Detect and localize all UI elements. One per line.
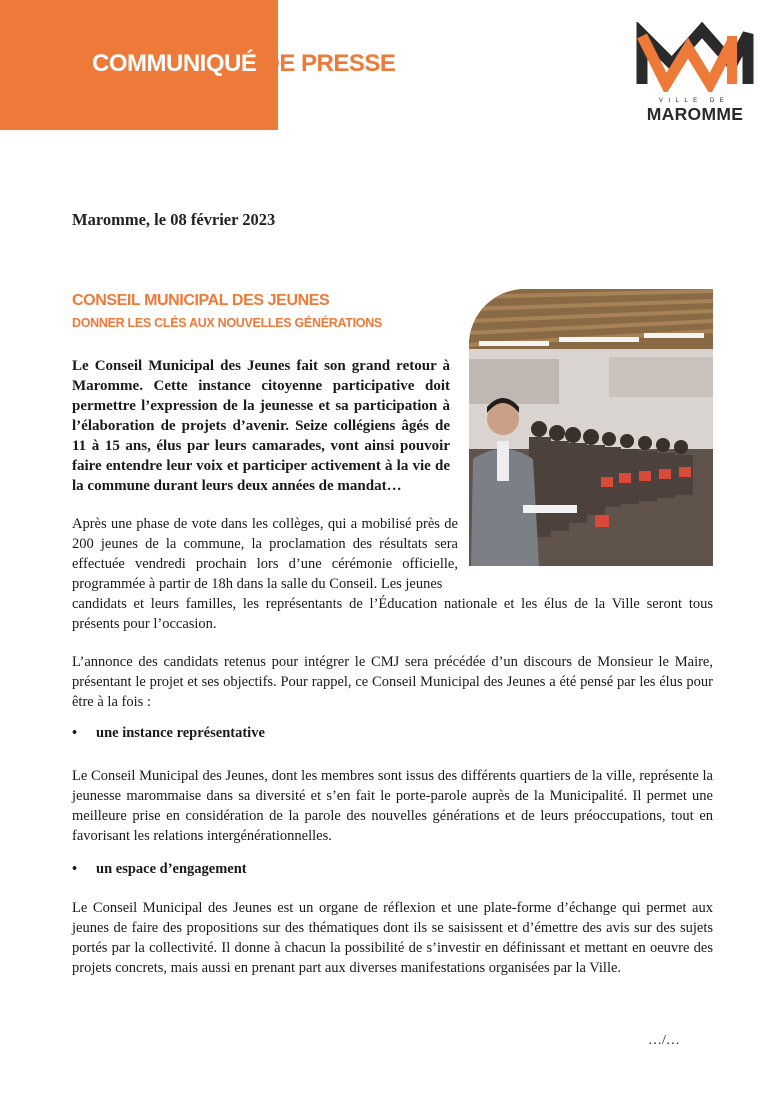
bullet-dot: • bbox=[72, 861, 78, 877]
logo-ville-label: VILLE DE bbox=[658, 98, 730, 104]
bullet-dot: • bbox=[72, 725, 78, 741]
article-heading: CONSEIL MUNICIPAL DES JEUNES bbox=[72, 292, 330, 309]
paragraph-1-full-part: candidats et leurs familles, les représentants de l’Éducation nationale et les élus de la Ville seront tous présents pour l’occasion. bbox=[72, 596, 713, 632]
paragraph-2: L’annonce des candidats retenus pour intégrer le CMJ sera précédée d’un discours de Monsieur le Maire, présentant le projet et ses objectifs. Pour rappel, ce Conseil Municipal des Jeunes a été pensé par les élus pour être à la fois : bbox=[72, 654, 713, 710]
lead-paragraph: Le Conseil Municipal des Jeunes fait son grand retour à Maromme. Cette instance citoyenne participative doit permettre l’expression de la jeunesse et sa participation à l’élaboration de projets d’avenir. Seize collégiens âgés de 11 à 15 ans, élus par leurs camarades, vont ainsi pouvoir faire entendre leur voix et participer activement à la vie de la commune durant leurs deux années de mandat… bbox=[72, 358, 450, 494]
title-part-presse: DE PRESSE bbox=[262, 50, 396, 77]
page-continuation-mark: …/… bbox=[648, 1033, 680, 1048]
paragraph-1 bbox=[72, 514, 713, 634]
maromme-logo bbox=[636, 22, 756, 126]
paragraph-3: Le Conseil Municipal des Jeunes, dont les membres sont issus des différents quartiers de la ville, représente la jeunesse marommaise dans sa diversité et s’en fait le porte-parole auprès de la Municipalité. Il permet une meilleure prise en considération de la parole des nouvelles générations et de leurs préoccupations, tout en favorisant les relations intergénérationnelles. bbox=[72, 768, 713, 844]
article-subheading: DONNER LES CLÉS AUX NOUVELLES GÉNÉRATIONS bbox=[72, 316, 382, 330]
bullet-text: un espace d’engagement bbox=[96, 861, 247, 877]
document-title bbox=[92, 50, 395, 78]
title-part-communique: COMMUNIQUÉ bbox=[92, 50, 257, 77]
maromme-logo-mark bbox=[636, 22, 756, 92]
paragraph-4: Le Conseil Municipal des Jeunes est un organe de réflexion et une plate-forme d’échange qui permet aux jeunes de faire des propositions sur des thématiques dont ils se saisissent et d’émettre des avis sur des sujets portés par la collectivité. Il donne à chacun la possibilité de s’investir en définissant et mettant en oeuvre des projets concrets, mais aussi en prenant part aux diverses manifestations organisées par la Ville. bbox=[72, 900, 713, 976]
bullet-item-engagement bbox=[72, 861, 247, 878]
bullet-text: une instance représentative bbox=[96, 725, 265, 741]
logo-town-name: MAROMME bbox=[646, 104, 744, 124]
bullet-item-representative bbox=[72, 725, 265, 742]
dateline: Maromme, le 08 février 2023 bbox=[72, 210, 276, 229]
paragraph-1-wrapped-part: Après une phase de vote dans les collèges, qui a mobilisé près de 200 jeunes de la commune, la proclamation des résultats sera effectuée vendredi prochain lors d’une cérémonie officielle, programmée à partir de 18h dans la salle du Conseil. Les jeunes bbox=[72, 516, 458, 592]
